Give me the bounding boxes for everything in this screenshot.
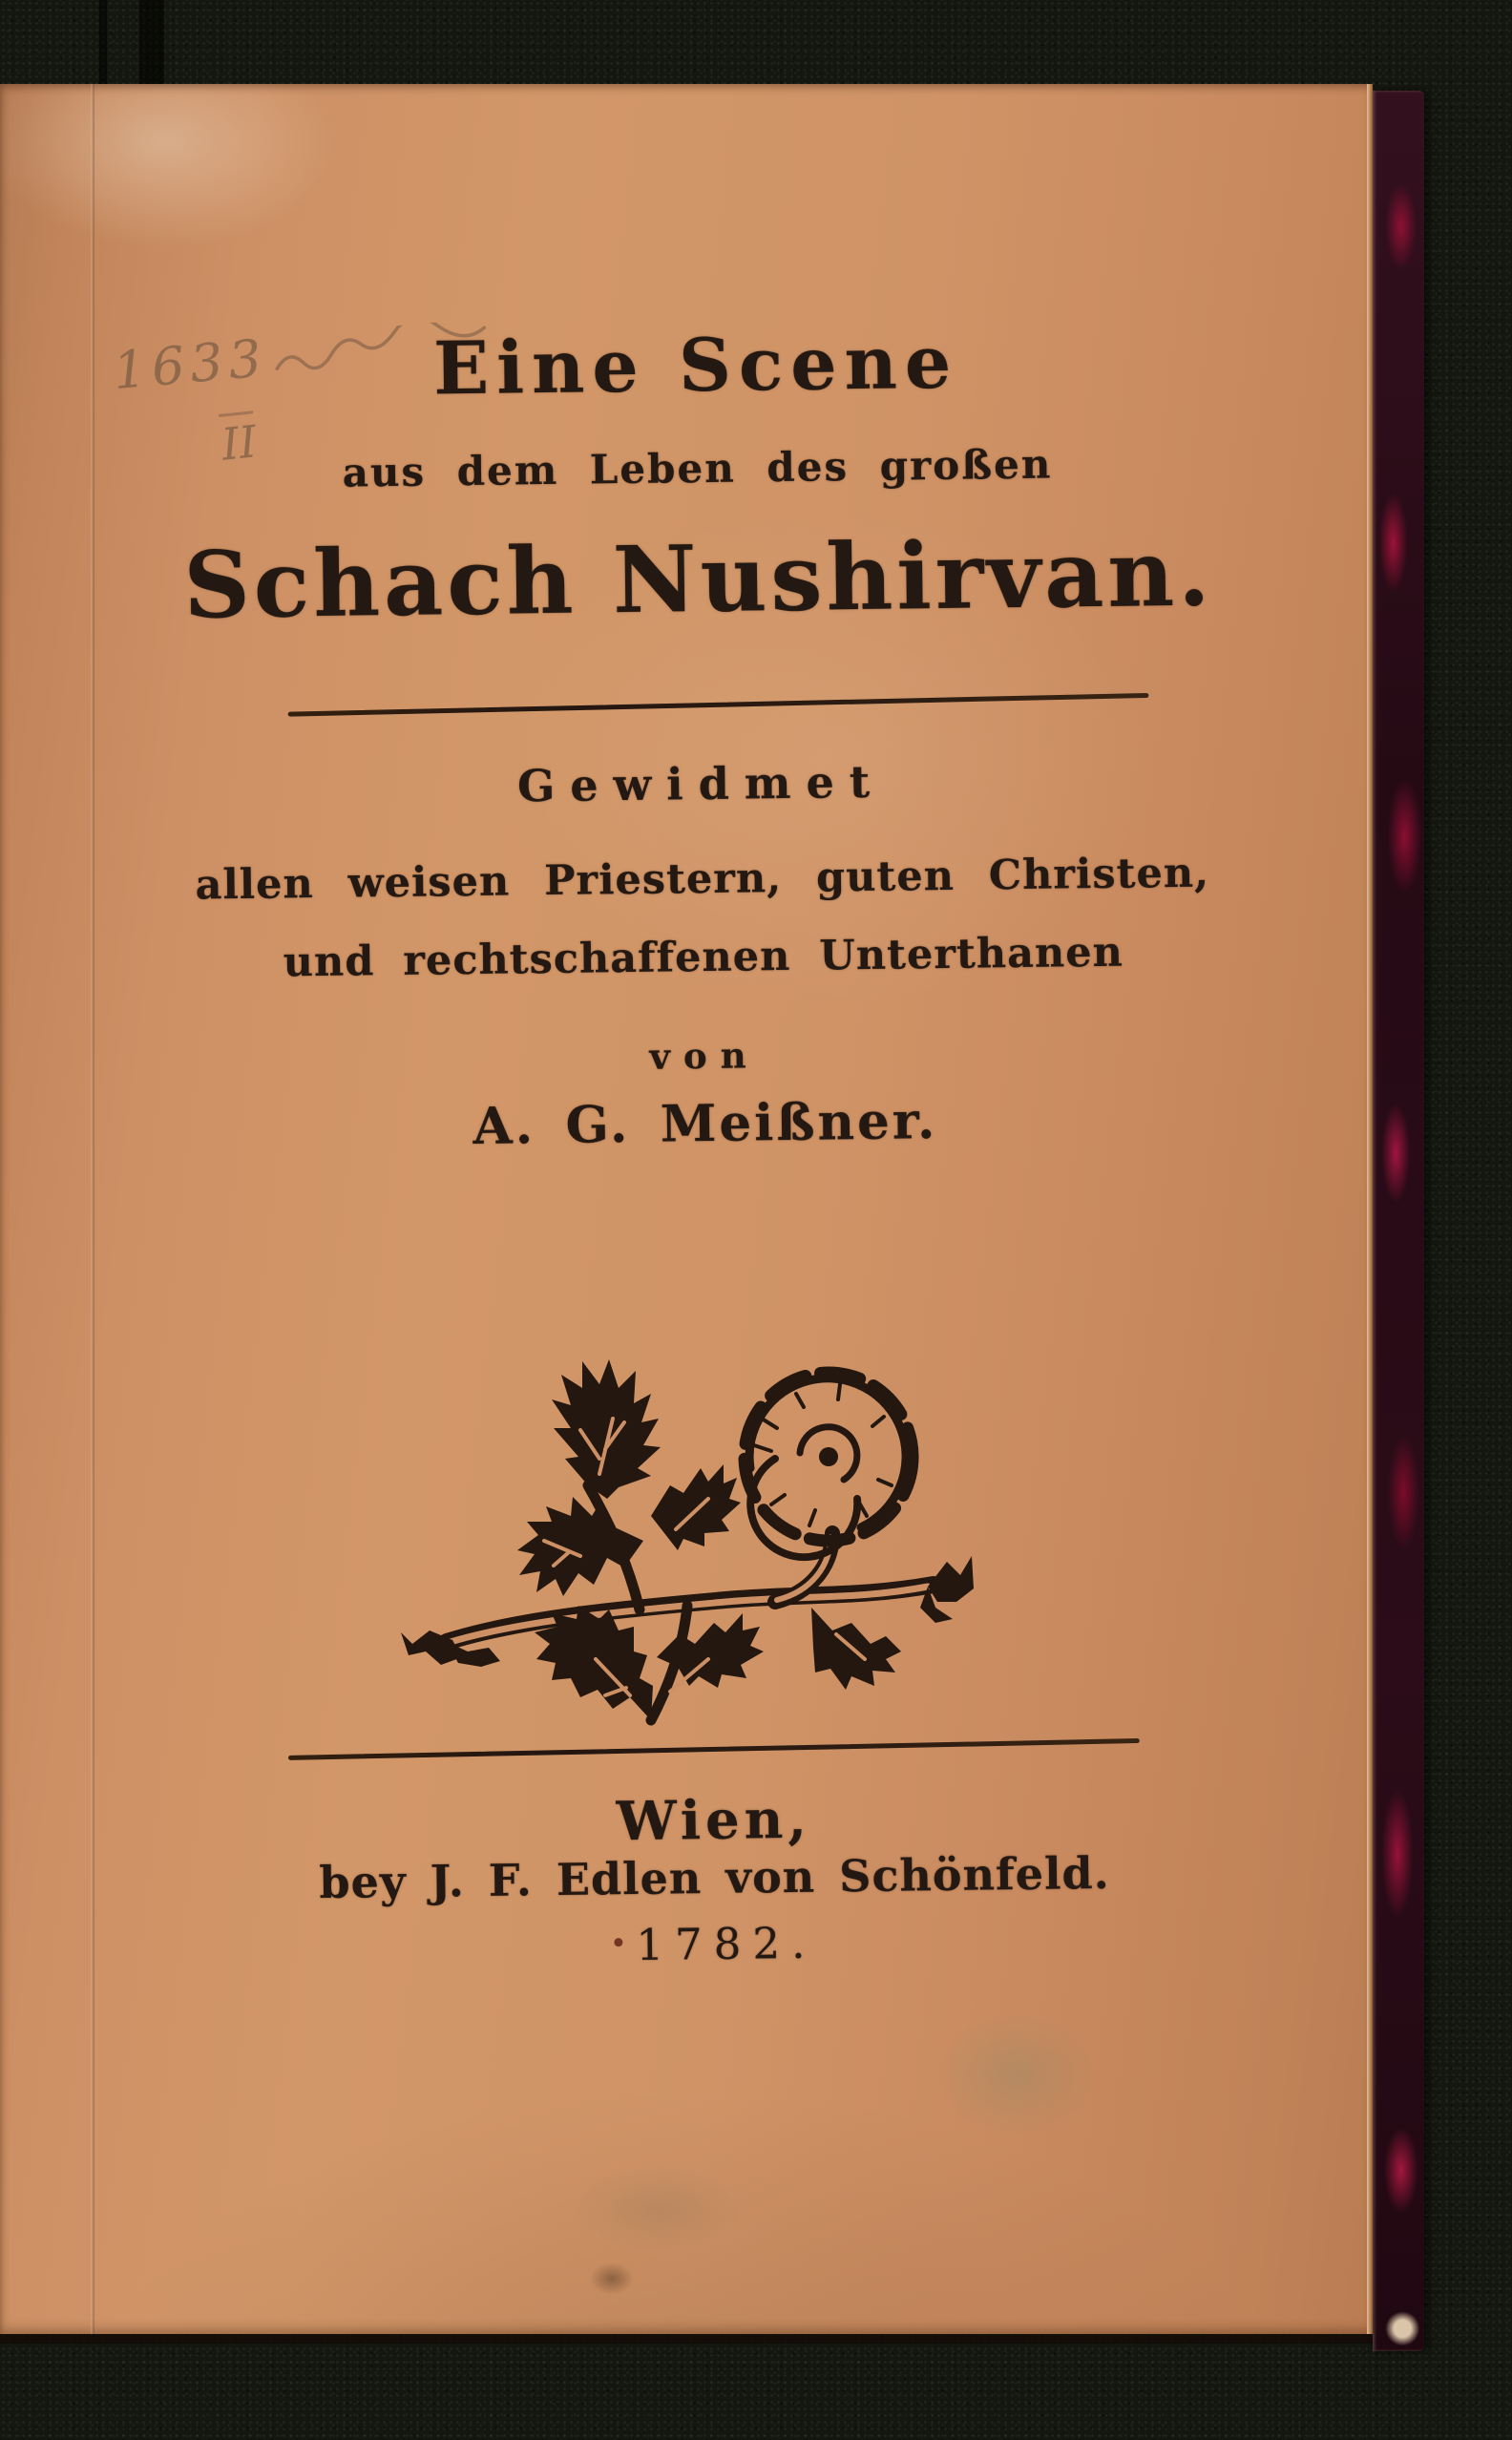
imprint-year	[47, 1910, 1384, 1977]
dedication-heading: Gewidmet	[516, 755, 886, 812]
dedication-connector: von	[649, 1034, 760, 1078]
title-line-3: Schach Nushirvan.	[182, 518, 1215, 640]
backdrop-shadow-streak	[139, 0, 164, 88]
imprint-place: Wien,	[616, 1787, 812, 1854]
horizontal-rule-top	[288, 693, 1149, 717]
imprint-year-text: 1782.	[636, 1917, 817, 1970]
backdrop-shadow-streak	[99, 0, 107, 86]
ink-fleck	[614, 1938, 622, 1946]
marbled-cover-edge	[1373, 91, 1424, 2351]
title-line-1: Eine Scene	[432, 319, 959, 411]
woodcut-rose-ornament	[401, 1315, 974, 1755]
pencil-shelfmark: 1633	[111, 327, 270, 402]
dedication-line-1: allen weisen Priestern, guten Christen,	[195, 849, 1210, 910]
title-line-2: aus dem Leben des großen	[342, 440, 1053, 496]
imprint-publisher: bey J. F. Edlen von Schönfeld.	[319, 1846, 1110, 1909]
pencil-numeral: II	[219, 410, 259, 470]
printed-text-column	[25, 76, 1389, 2343]
title-page	[0, 84, 1373, 2334]
author-name: A. G. Meißner.	[472, 1091, 938, 1156]
dedication-line-2: und rechtschaffenen Unterthanen	[283, 928, 1124, 987]
